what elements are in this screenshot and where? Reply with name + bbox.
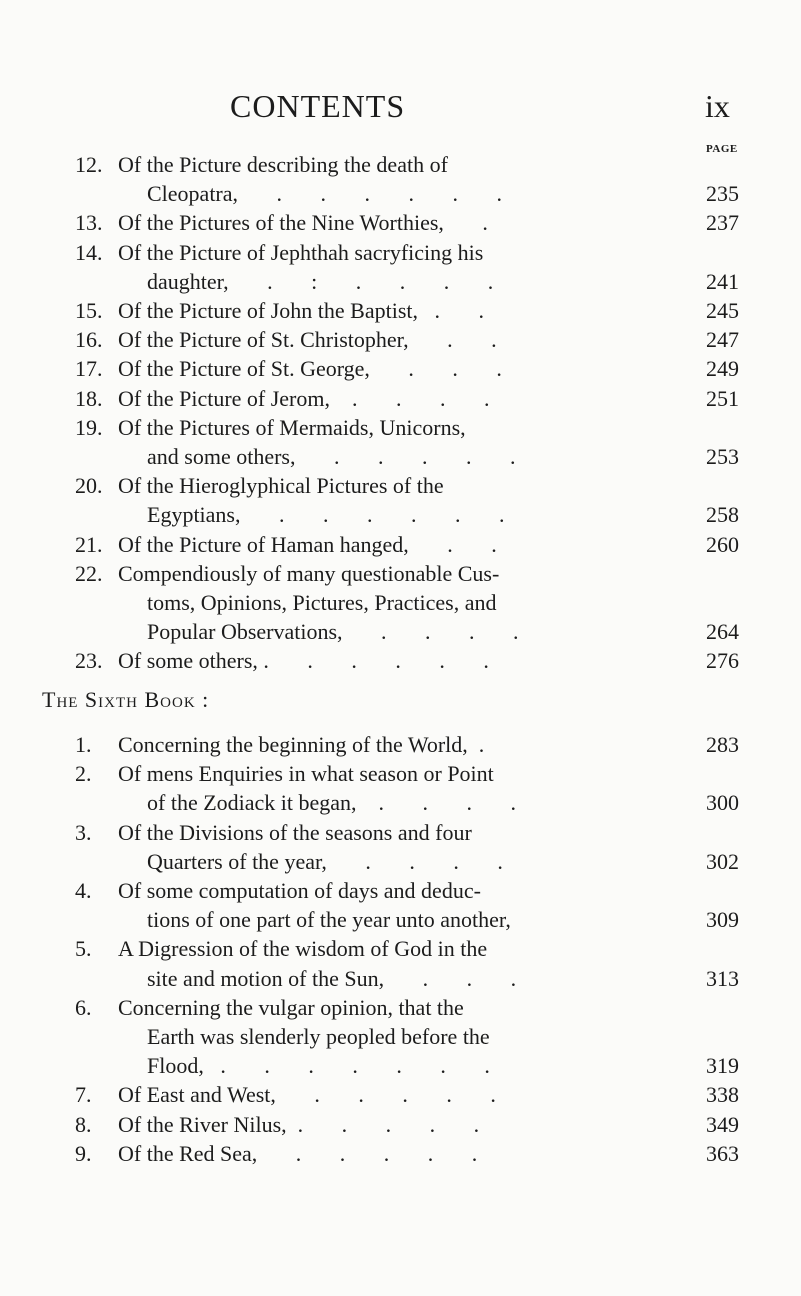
- running-head: [0, 88, 801, 128]
- entry-number: 18.: [75, 385, 103, 411]
- page-folio: ix: [705, 88, 730, 124]
- entry-title: Of the Picture of John the Baptist, . .: [118, 298, 485, 323]
- entry-line: [0, 588, 801, 617]
- entry-title: Egyptians, . . . . . .: [147, 502, 505, 528]
- entry-number: 1.: [75, 732, 92, 757]
- page-number: 251: [706, 385, 739, 411]
- entry-line: [0, 759, 801, 788]
- page-number: 249: [706, 356, 739, 382]
- entry-line: [0, 267, 801, 296]
- page-number: 260: [706, 531, 739, 557]
- entry-title: tions of one part of the year unto another,: [147, 907, 511, 933]
- entry-title: Of the Picture of St. Christopher, . .: [118, 327, 497, 353]
- entry-line: [0, 1051, 801, 1080]
- entry-line: [0, 993, 801, 1022]
- entry-line: [0, 934, 801, 963]
- page-number: 258: [706, 502, 739, 528]
- page-number: 300: [706, 790, 739, 816]
- entry-title: Of some computation of days and deduc-: [118, 878, 481, 903]
- entry-title: Concerning the beginning of the World, .: [118, 732, 485, 757]
- entry-number: 12.: [75, 152, 103, 177]
- entry-title: Flood, . . . . . . .: [147, 1053, 490, 1079]
- entry-line: [0, 179, 801, 208]
- entry-line: [0, 1110, 801, 1139]
- entry-line: [0, 530, 801, 559]
- page-column-label: PAGE: [706, 143, 738, 155]
- section-heading: The Sixth Book :: [42, 687, 210, 712]
- entry-line: [0, 617, 801, 646]
- entry-line: [0, 1080, 801, 1109]
- entry-number: 20.: [75, 473, 103, 499]
- entry-title: Of the Picture of Jephthah sacryficing his: [118, 239, 484, 265]
- entry-title: Earth was slenderly peopled before the: [147, 1024, 490, 1049]
- entry-number: 2.: [75, 761, 92, 787]
- entry-title: toms, Opinions, Pictures, Practices, and: [147, 590, 497, 615]
- entry-title: site and motion of the Sun, . . .: [147, 965, 517, 991]
- entry-number: 13.: [75, 210, 103, 236]
- entry-title: Quarters of the year, . . . .: [147, 848, 503, 874]
- entry-line: [0, 646, 801, 675]
- entry-number: 3.: [75, 819, 92, 845]
- running-head-title: CONTENTS: [230, 88, 406, 124]
- entry-title: Of the Pictures of the Nine Worthies, .: [118, 210, 488, 236]
- entry-title: Compendiously of many questionable Cus-: [118, 560, 500, 586]
- entry-line: [0, 500, 801, 529]
- entry-line: [0, 238, 801, 267]
- entry-line: [0, 788, 801, 817]
- entry-line: [0, 325, 801, 354]
- page-number: 349: [706, 1111, 739, 1137]
- page-number: 309: [706, 907, 739, 933]
- entry-title: Of East and West, . . . . .: [118, 1082, 496, 1108]
- entry-line: [0, 1139, 801, 1168]
- entry-number: 21.: [75, 531, 103, 557]
- entry-title: and some others, . . . . .: [147, 444, 516, 469]
- entry-title: Concerning the vulgar opinion, that the: [118, 994, 464, 1020]
- page-number: 302: [706, 848, 739, 874]
- entry-title: Popular Observations, . . . .: [147, 619, 519, 645]
- entry-number: 8.: [75, 1111, 92, 1137]
- entry-number: 23.: [75, 648, 103, 674]
- page-number: 237: [706, 210, 739, 236]
- entry-line: [0, 1022, 801, 1051]
- entry-title: Of some others, . . . . . .: [118, 648, 489, 674]
- entry-title: Of the River Nilus, . . . . .: [118, 1111, 480, 1137]
- entry-title: A Digression of the wisdom of God in the: [118, 936, 488, 962]
- page-number: 319: [706, 1053, 739, 1079]
- page-number: 313: [706, 965, 739, 991]
- entry-line: [0, 964, 801, 993]
- entry-number: 5.: [75, 936, 92, 962]
- entry-title: Of the Divisions of the seasons and four: [118, 819, 472, 845]
- entry-number: 16.: [75, 327, 103, 353]
- entry-line: [0, 442, 801, 471]
- entry-line: [0, 876, 801, 905]
- entry-title: Of mens Enquiries in what season or Point: [118, 761, 494, 787]
- entry-title: Cleopatra, . . . . . .: [147, 181, 503, 207]
- entry-line: [0, 150, 801, 179]
- page-number: 283: [706, 732, 739, 757]
- page-number: 235: [706, 181, 739, 207]
- entry-number: 17.: [75, 356, 103, 382]
- entry-title: Of the Picture of Haman hanged, . .: [118, 531, 497, 557]
- entry-title: Of the Picture of St. George, . . .: [118, 356, 502, 382]
- page-number: 276: [706, 648, 739, 674]
- entry-line: [0, 847, 801, 876]
- entry-title: of the Zodiack it began, . . . .: [147, 790, 517, 816]
- entry-title: Of the Picture describing the death of: [118, 152, 448, 177]
- entry-number: 19.: [75, 414, 103, 440]
- entry-line: [0, 905, 801, 934]
- entry-number: 6.: [75, 994, 92, 1020]
- entry-number: 4.: [75, 878, 92, 903]
- entry-line: [0, 818, 801, 847]
- page-number: 247: [706, 327, 739, 353]
- entry-number: 22.: [75, 560, 103, 586]
- entry-title: daughter, . : . . . .: [147, 268, 494, 294]
- entry-title: Of the Picture of Jerom, . . . .: [118, 385, 490, 411]
- entry-title: Of the Hieroglyphical Pictures of the: [118, 473, 444, 499]
- entry-title: Of the Red Sea, . . . . .: [118, 1140, 478, 1166]
- entry-line: [0, 471, 801, 500]
- entry-number: 7.: [75, 1082, 92, 1108]
- page-number: 338: [706, 1082, 739, 1108]
- entry-number: 15.: [75, 298, 103, 323]
- entry-line: [0, 413, 801, 442]
- page-number: 245: [706, 298, 739, 323]
- page-number: 253: [706, 444, 739, 469]
- entry-line: [0, 559, 801, 588]
- entry-line: [0, 208, 801, 237]
- page-number: 241: [706, 268, 739, 294]
- page-number: 264: [706, 619, 739, 645]
- page-number: 363: [706, 1140, 739, 1166]
- entry-line: [0, 296, 801, 325]
- entry-line: [0, 730, 801, 759]
- entry-number: 9.: [75, 1140, 92, 1166]
- entry-number: 14.: [75, 239, 103, 265]
- entry-title: Of the Pictures of Mermaids, Unicorns,: [118, 414, 466, 440]
- entry-line: [0, 354, 801, 383]
- entry-line: [0, 384, 801, 413]
